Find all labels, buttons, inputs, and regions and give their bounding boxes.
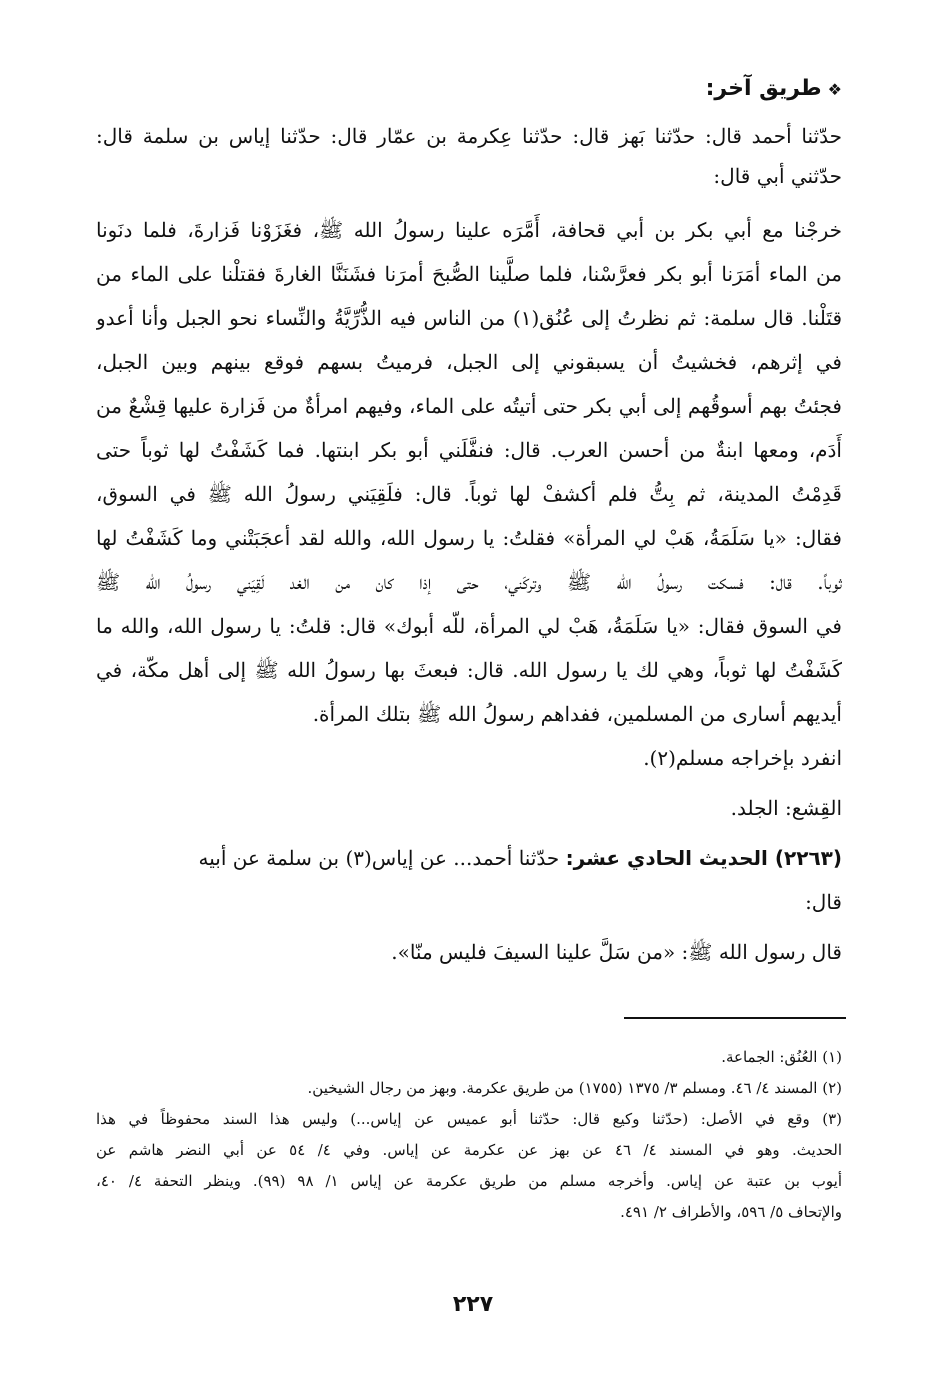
matn-line: خرجْنا مع أبي بكر بن أبي قحافة، أَمَّرَه علينا رسولُ الله ﷺ، فغَزَوْنا فَزارةَ، فلما دنَونا (96, 218, 842, 242)
hadith-isnad: حدّثنا أحمد... عن إياس(٣) بن سلمة عن أبيه (198, 846, 560, 870)
page-number: ٢٢٧ (452, 1292, 494, 1317)
matn-line: في إثرهم، فخشيتُ أن يسبقوني إلى الجبل، فرميتُ بسهم فوقع بينهم وبين الجبل، (96, 350, 842, 374)
matn-line: قتَلْنا. قال سلمة: ثم نظرتُ إلى عُنُق(١) من الناس فيه الذُّرِّيَّةُ والنِّساء نحو الجبل وأنا أعدو (96, 306, 842, 330)
matn-line: أَدَم، ومعها ابنةٌ من أحسن العرب. قال: فنفَّلَني أبو بكر ابنتها. فما كَشَفْتُ لها ثوباً حتى (96, 438, 842, 462)
footnote-2: (٢) المسند ٤/ ٤٦. ومسلم ٣/ ١٣٧٥ (١٧٥٥) من طريق عكرمة. وبهز من رجال الشيخين. (307, 1079, 842, 1097)
matn-line: من الماء أمَرَنا أبو بكر فعرَّسْنا، فلما صلَّينا الصُّبحَ أمرَنا فشَنَنَّا الغارةَ فقتلْنا على الماء من (96, 262, 842, 286)
qish-note: القِشع: الجلد. (730, 796, 842, 820)
page-body (96, 70, 842, 974)
heading-text: طريق آخر: (705, 76, 822, 101)
matn-line: فقال: «يا سَلَمَةُ، هَبْ لي المرأة» فقلتُ: يا رسول الله، والله لقد أعجَبَتْني وما كَشَفْتُ لها (96, 526, 842, 550)
footnote-1: (١) العُنُق: الجماعة. (721, 1048, 842, 1066)
hadith-title: (٢٢٦٣) الحديث الحادي عشر: (565, 846, 842, 870)
footnote-separator (624, 1017, 846, 1019)
hadith-text: قال رسول الله ﷺ: «من سَلَّ علينا السيفَ فليس منّا». (391, 940, 842, 964)
hadith-header (96, 836, 842, 880)
hadith-isnad-end: قال: (805, 890, 842, 914)
matn-line: ثوباً. قال: فسكت رسولُ الله ﷺ وتركَني، حتى إذا كان من الغد لَقِيَني رسولُ الله ﷺ (96, 570, 842, 594)
footnote-3-line: الحديث. وهو في المسند ٤/ ٤٦ عن بهز عن عكرمة عن إياس. وفي ٤/ ٥٤ عن أبي النضر هاشم عن (96, 1141, 842, 1159)
matn-line: أيديهم أسارى من المسلمين، ففداهم رسولُ الله ﷺ بتلك المرأة. (312, 702, 842, 726)
infirad-note: انفرد بإخراجه مسلم(٢). (643, 746, 842, 770)
matn-line: فجئتُ بهم أسوقُهم إلى أبي بكر حتى أتيتُه على الماء، وفيهم امرأةٌ من فَزارة عليها قِشْعٌ من (96, 394, 842, 418)
matn-paragraph (96, 208, 842, 736)
diamond-icon: ❖ (827, 80, 842, 99)
footnotes (96, 1042, 842, 1228)
matn-line: في السوق فقال: «يا سَلَمَةُ، هَبْ لي المرأة، للّه أبوك» قال: قلتُ: يا رسول الله، والله ما (96, 614, 842, 638)
isnad-paragraph: حدّثنا أحمد قال: حدّثنا بَهز قال: حدّثنا عِكرمة بن عمّار قال: حدّثنا إياس بن سلمة قال: حدّثني أبي قال: (96, 124, 842, 188)
footnote-3-line: والإتحاف ٥/ ٥٩٦، والأطراف ٢/ ٤٩١. (620, 1203, 842, 1221)
footnote-3-line: (٣) وقع في الأصل: (حدّثنا وكيع قال: حدّثنا أبو عميس عن إياس...) وليس هذا السند محفوظاً في هذا (96, 1110, 842, 1128)
section-heading (96, 70, 842, 108)
matn-line: قَدِمْتُ المدينة، ثم بِتُّ فلم أكشفْ لها ثوباً. قال: فلَقِيَني رسولُ الله ﷺ في السوق، (96, 482, 842, 506)
footnote-3-line: أيوب بن عتبة عن إياس. وأخرجه مسلم من طريق عكرمة عن إياس ١/ ٩٨ (٩٩). وينظر التحفة ٤/ ٤٠، (96, 1172, 842, 1190)
matn-line: كَشَفْتُ لها ثوباً، وهي لك يا رسول الله. قال: فبعثَ بها رسولُ الله ﷺ إلى أهل مكّة، في (96, 658, 842, 682)
